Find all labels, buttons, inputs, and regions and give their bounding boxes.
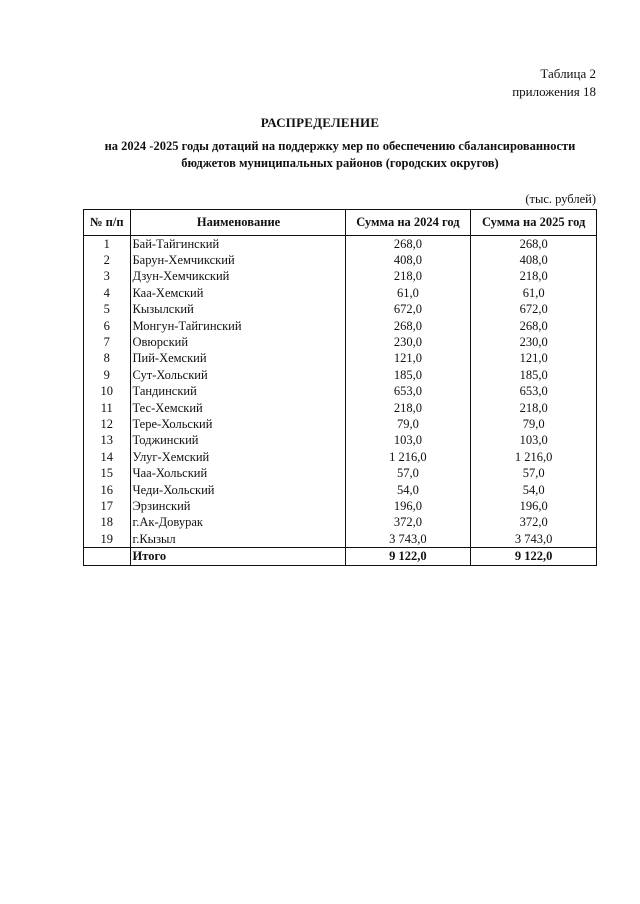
amount-2025-cell: 1 216,0 bbox=[471, 449, 597, 465]
table-row bbox=[84, 449, 597, 465]
amount-2024-cell: 672,0 bbox=[345, 302, 471, 318]
row-number-cell: 8 bbox=[84, 351, 131, 367]
table-row bbox=[84, 531, 597, 548]
table-row bbox=[84, 367, 597, 383]
column-header-number: № п/п bbox=[84, 210, 131, 236]
header-row bbox=[84, 210, 597, 236]
row-number-cell: 12 bbox=[84, 416, 131, 432]
district-name-cell: Улуг-Хемский bbox=[130, 449, 345, 465]
row-number-cell: 7 bbox=[84, 334, 131, 350]
district-name-cell: Тес-Хемский bbox=[130, 400, 345, 416]
row-number-cell: 5 bbox=[84, 302, 131, 318]
district-name-cell: Сут-Хольский bbox=[130, 367, 345, 383]
row-number-cell: 10 bbox=[84, 384, 131, 400]
district-name-cell: Бай-Тайгинский bbox=[130, 236, 345, 253]
total-2024-cell: 9 122,0 bbox=[345, 548, 471, 566]
table-row bbox=[84, 482, 597, 498]
table-row bbox=[84, 465, 597, 481]
district-name-cell: Дзун-Хемчикский bbox=[130, 269, 345, 285]
amount-2024-cell: 103,0 bbox=[345, 433, 471, 449]
row-number-cell: 4 bbox=[84, 285, 131, 301]
district-name-cell: г.Кызыл bbox=[130, 531, 345, 548]
table-row bbox=[84, 400, 597, 416]
amount-2024-cell: 54,0 bbox=[345, 482, 471, 498]
amount-2024-cell: 653,0 bbox=[345, 384, 471, 400]
total-2025-cell: 9 122,0 bbox=[471, 548, 597, 566]
amount-2025-cell: 57,0 bbox=[471, 465, 597, 481]
unit-label: (тыс. рублей) bbox=[525, 192, 596, 206]
total-number-cell bbox=[84, 548, 131, 566]
district-name-cell: Пий-Хемский bbox=[130, 351, 345, 367]
document-title: РАСПРЕДЕЛЕНИЕ bbox=[260, 115, 380, 130]
district-name-cell: Монгун-Тайгинский bbox=[130, 318, 345, 334]
amount-2024-cell: 218,0 bbox=[345, 269, 471, 285]
district-name-cell: Овюрский bbox=[130, 334, 345, 350]
row-number-cell: 17 bbox=[84, 498, 131, 514]
amount-2024-cell: 121,0 bbox=[345, 351, 471, 367]
amount-2025-cell: 268,0 bbox=[471, 236, 597, 253]
row-number-cell: 15 bbox=[84, 465, 131, 481]
district-name-cell: Кызылский bbox=[130, 302, 345, 318]
table-reference-line: Таблица 2 bbox=[540, 66, 596, 81]
district-name-cell: Барун-Хемчикский bbox=[130, 252, 345, 268]
table-row bbox=[84, 351, 597, 367]
table-row bbox=[84, 416, 597, 432]
district-name-cell: Эрзинский bbox=[130, 498, 345, 514]
district-name-cell: Тере-Хольский bbox=[130, 416, 345, 432]
column-header-name: Наименование bbox=[130, 210, 345, 236]
amount-2024-cell: 372,0 bbox=[345, 515, 471, 531]
appendix-reference-line: приложения 18 bbox=[512, 84, 596, 99]
amount-2024-cell: 268,0 bbox=[345, 236, 471, 253]
amount-2025-cell: 372,0 bbox=[471, 515, 597, 531]
table-body bbox=[84, 236, 597, 566]
row-number-cell: 2 bbox=[84, 252, 131, 268]
district-name-cell: Чеди-Хольский bbox=[130, 482, 345, 498]
amount-2024-cell: 1 216,0 bbox=[345, 449, 471, 465]
amount-2025-cell: 196,0 bbox=[471, 498, 597, 514]
table-row bbox=[84, 498, 597, 514]
table-row bbox=[84, 384, 597, 400]
table-header bbox=[84, 210, 597, 236]
amount-2025-cell: 408,0 bbox=[471, 252, 597, 268]
row-number-cell: 18 bbox=[84, 515, 131, 531]
table-row bbox=[84, 252, 597, 268]
amount-2025-cell: 268,0 bbox=[471, 318, 597, 334]
table-row bbox=[84, 515, 597, 531]
amount-2024-cell: 79,0 bbox=[345, 416, 471, 432]
district-name-cell: г.Ак-Довурак bbox=[130, 515, 345, 531]
row-number-cell: 11 bbox=[84, 400, 131, 416]
amount-2025-cell: 185,0 bbox=[471, 367, 597, 383]
amount-2024-cell: 218,0 bbox=[345, 400, 471, 416]
table-row bbox=[84, 433, 597, 449]
amount-2024-cell: 185,0 bbox=[345, 367, 471, 383]
amount-2025-cell: 218,0 bbox=[471, 269, 597, 285]
district-name-cell: Тандинский bbox=[130, 384, 345, 400]
amount-2025-cell: 103,0 bbox=[471, 433, 597, 449]
amount-2025-cell: 61,0 bbox=[471, 285, 597, 301]
amount-2025-cell: 672,0 bbox=[471, 302, 597, 318]
amount-2024-cell: 196,0 bbox=[345, 498, 471, 514]
table-row bbox=[84, 269, 597, 285]
column-header-2025: Сумма на 2025 год bbox=[471, 210, 597, 236]
amount-2025-cell: 218,0 bbox=[471, 400, 597, 416]
subtitle-line: бюджетов муниципальных районов (городских округов) bbox=[181, 156, 499, 170]
total-row bbox=[84, 548, 597, 566]
amount-2024-cell: 268,0 bbox=[345, 318, 471, 334]
table-row bbox=[84, 236, 597, 253]
amount-2024-cell: 230,0 bbox=[345, 334, 471, 350]
amount-2024-cell: 57,0 bbox=[345, 465, 471, 481]
amount-2024-cell: 61,0 bbox=[345, 285, 471, 301]
row-number-cell: 6 bbox=[84, 318, 131, 334]
row-number-cell: 3 bbox=[84, 269, 131, 285]
amount-2024-cell: 3 743,0 bbox=[345, 531, 471, 548]
column-header-2024: Сумма на 2024 год bbox=[345, 210, 471, 236]
amount-2025-cell: 79,0 bbox=[471, 416, 597, 432]
row-number-cell: 19 bbox=[84, 531, 131, 548]
table-row bbox=[84, 285, 597, 301]
district-name-cell: Чаа-Хольский bbox=[130, 465, 345, 481]
row-number-cell: 13 bbox=[84, 433, 131, 449]
amount-2025-cell: 54,0 bbox=[471, 482, 597, 498]
subtitle-line: на 2024 -2025 годы дотаций на поддержку мер по обеспечению сбалансированности bbox=[104, 139, 576, 153]
district-name-cell: Тоджинский bbox=[130, 433, 345, 449]
amount-2024-cell: 408,0 bbox=[345, 252, 471, 268]
row-number-cell: 9 bbox=[84, 367, 131, 383]
table-row bbox=[84, 302, 597, 318]
amount-2025-cell: 653,0 bbox=[471, 384, 597, 400]
amount-2025-cell: 121,0 bbox=[471, 351, 597, 367]
subsidy-distribution-table bbox=[83, 209, 597, 566]
table-row bbox=[84, 318, 597, 334]
row-number-cell: 1 bbox=[84, 236, 131, 253]
document-subtitle bbox=[80, 138, 600, 172]
amount-2025-cell: 3 743,0 bbox=[471, 531, 597, 548]
amount-2025-cell: 230,0 bbox=[471, 334, 597, 350]
total-label-cell: Итого bbox=[130, 548, 345, 566]
table-row bbox=[84, 334, 597, 350]
district-name-cell: Каа-Хемский bbox=[130, 285, 345, 301]
row-number-cell: 14 bbox=[84, 449, 131, 465]
row-number-cell: 16 bbox=[84, 482, 131, 498]
